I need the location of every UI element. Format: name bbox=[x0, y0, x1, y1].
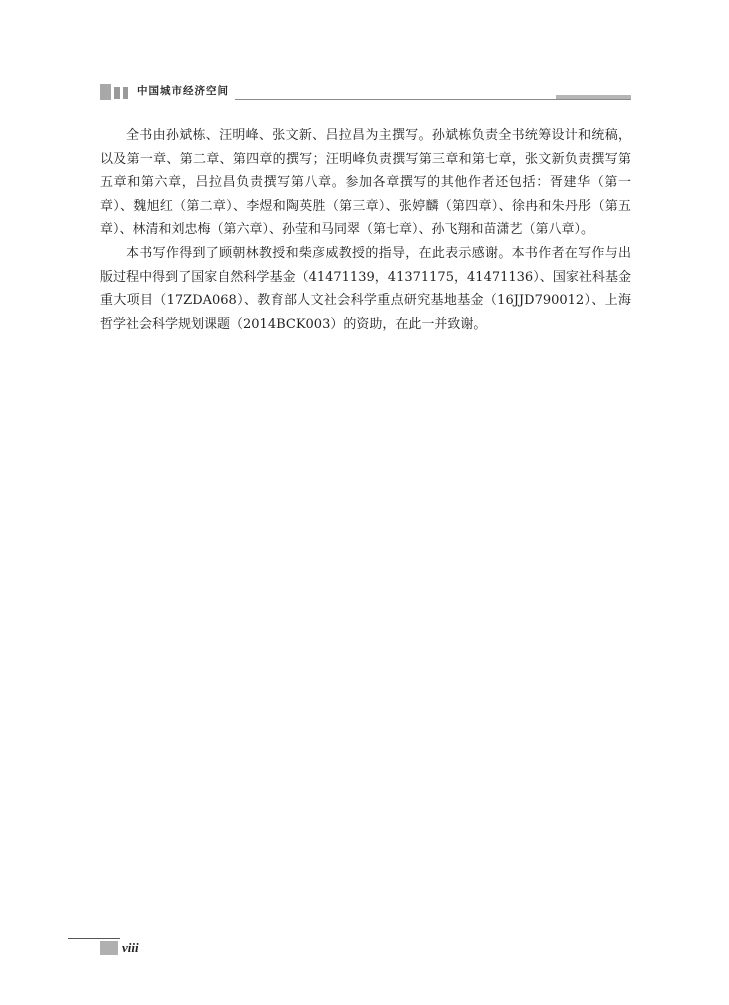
footer-decoration-block bbox=[100, 941, 118, 955]
header-decoration-block bbox=[114, 87, 120, 99]
paragraph-authors: 全书由孙斌栋、汪明峰、张文新、吕拉昌为主撰写。孙斌栋负责全书统筹设计和统稿，以及第一章、第二章、第四章的撰写；汪明峰负责撰写第三章和第七章，张文新负责撰写第五章和第六章，吕拉昌负责撰写第八章。参加各章撰写的其他作者还包括：胥建华（第一章）、魏旭红（第二章）、李煜和陶英胜（第三章）、张婷麟（第四章）、徐冉和朱丹彤（第五章）、林清和刘忠梅（第六章）、孙莹和马同翠（第七章）、孙飞翔和苗潇艺（第八章）。 bbox=[100, 128, 631, 238]
header-accent-bar bbox=[556, 95, 631, 99]
page-number: viii bbox=[122, 940, 139, 955]
footer-rule bbox=[68, 938, 120, 939]
header-decoration-block bbox=[100, 84, 111, 100]
running-header bbox=[100, 84, 631, 102]
main-text bbox=[100, 124, 631, 336]
book-title: 中国城市经济空间 bbox=[137, 85, 229, 97]
header-rule bbox=[235, 99, 631, 100]
paragraph-acknowledgements: 本书写作得到了顾朝林教授和柴彦威教授的指导，在此表示感谢。本书作者在写作与出版过程中得到了国家自然科学基金（41471139，41371175，41471136）、国家社科基金重大项目（17ZDA068）、教育部人文社会科学重点研究基地基金（16JJD790012）、上海哲学社会科学规划课题（2014BCK003）的资助，在此一并致谢。 bbox=[100, 245, 631, 332]
header-decoration-block bbox=[123, 87, 128, 99]
